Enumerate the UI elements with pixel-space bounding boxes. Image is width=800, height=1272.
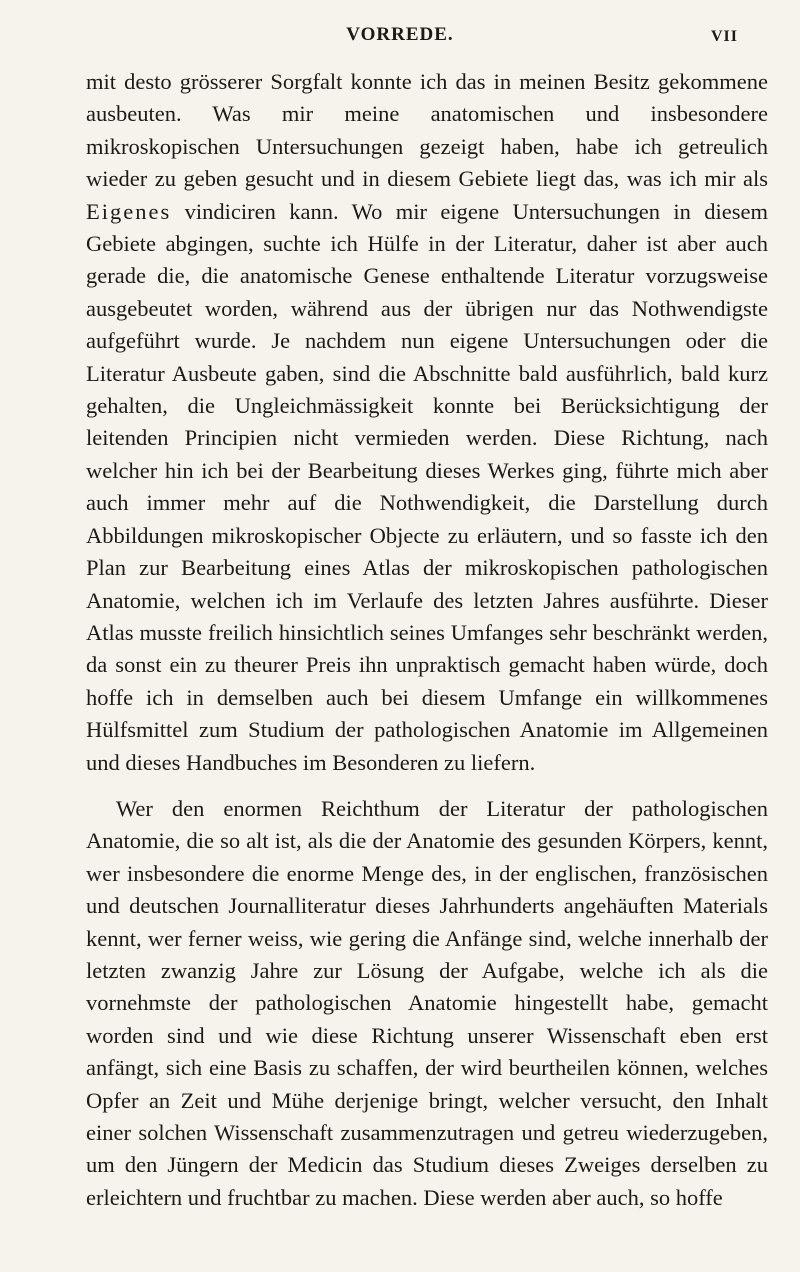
paragraph-2: Wer den enormen Reichthum der Literatur der pathologischen Anatomie, die so alt ist, als die der Anatomie des gesunden Körpers, kennt, wer insbesondere die enorme Menge des, in der englischen, französischen und deutschen Journalliteratur dieses Jahrhunderts angehäuften Materials kennt, wer ferner weiss, wie gering die Anfänge sind, welche innerhalb der letzten zwanzig Jahre zur Lösung der Aufgabe, welche ich als die vornehmste der pathologischen Anatomie hingestellt habe, gemacht worden sind und wie diese Richtung unserer Wissenschaft eben erst anfängt, sich eine Basis zu schaffen, der wird beurtheilen können, welches Opfer an Zeit und Mühe derjenige bringt, welcher versucht, den Inhalt einer solchen Wissenschaft zusammenzutragen und getreu wiederzugeben, um den Jüngern der Medicin das Studium dieses Zweiges derselben zu erleichtern und fruchtbar zu machen. Diese werden aber auch, so hoffe [86, 795, 768, 1210]
page-number: VII [710, 28, 738, 45]
paragraph-1-text-a: mit desto grösserer Sorgfalt konnte ich das in meinen Besitz gekommene ausbeuten. Was mir meine anatomischen und insbesondere mikroskopischen Untersuchungen gezeigt haben, habe ich getreulich wieder zu geben gesucht und in diesem Gebiete liegt das, was ich mir als [86, 69, 768, 192]
body-text [86, 66, 768, 1214]
running-head [0, 20, 800, 50]
running-title: VORREDE. [346, 24, 454, 45]
paragraph-1-text-b: vindiciren kann. Wo mir eigene Untersuchungen in diesem Gebiete abgingen, suchte ich Hülfe in der Literatur, daher ist aber auch gerade die, die anatomische Genese enthaltende Literatur vorzugsweise ausgebeutet worden, während aus der übrigen nur das Nothwendigste aufgeführt wurde. Je nachdem nun eigene Untersuchungen oder die Literatur Ausbeute gaben, sind die Abschnitte bald ausführlich, bald kurz gehalten, die Ungleichmässigkeit konnte bei Berücksichtigung der leitenden Principien nicht vermieden werden. Diese Richtung, nach welcher hin ich bei der Bearbeitung dieses Werkes ging, führte mich aber auch immer mehr auf die Nothwendigkeit, die Darstellung durch Abbildungen mikroskopischer Objecte zu erläutern, und so fasste ich den Plan zur Bearbeitung eines Atlas der mikroskopischen pathologischen Anatomie, welchen ich im Verlaufe des letzten Jahres ausführte. Dieser Atlas musste freilich hinsichtlich seines Umfanges sehr beschränkt werden, da sonst ein zu theurer Preis ihn unpraktisch gemacht haben würde, doch hoffe ich in demselben auch bei diesem Umfange ein willkommenes Hülfsmittel zum Studium der pathologischen Anatomie im Allgemeinen und dieses Handbuches im Besonderen zu liefern. [86, 198, 768, 775]
paragraph-1 [86, 66, 768, 779]
emphasized-word: Eigenes [86, 198, 172, 224]
